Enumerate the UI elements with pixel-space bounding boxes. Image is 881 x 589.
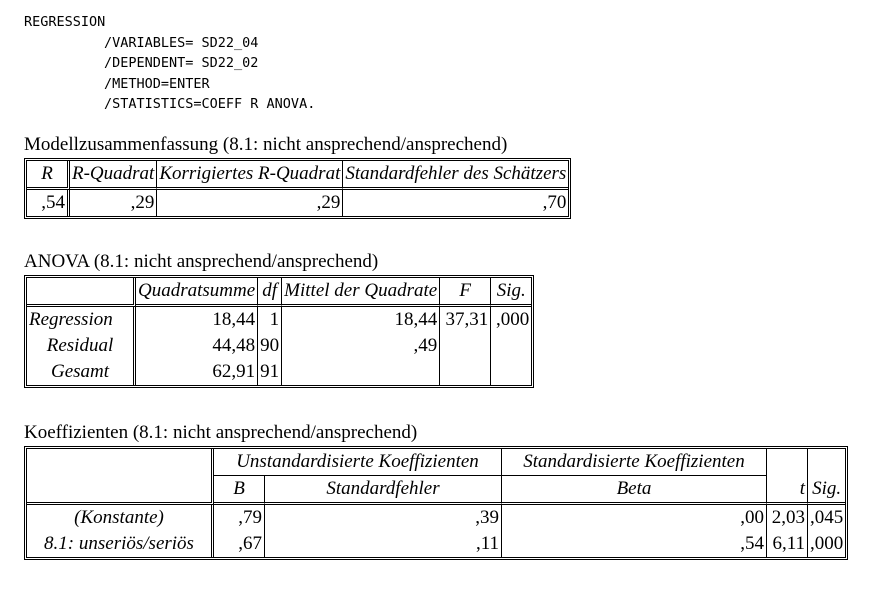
table-cell: 18,44 (282, 307, 440, 333)
row-label: 8.1: unseriös/seriös (27, 531, 214, 557)
header-cell: Beta (502, 476, 767, 505)
syntax-line: /STATISTICS=COEFF R ANOVA. (104, 96, 316, 112)
table-cell: ,29 (157, 190, 343, 216)
row-label: Regression (27, 307, 136, 333)
header-group-unstandardized: Unstandardisierte Koeffizienten (214, 449, 502, 476)
table-cell: ,11 (265, 531, 502, 557)
table-cell: ,79 (214, 505, 265, 531)
table-header-row (27, 449, 845, 476)
header-cell: t (767, 476, 808, 505)
table-cell: ,39 (265, 505, 502, 531)
header-cell: df (258, 278, 282, 307)
anova-title: ANOVA (8.1: nicht ansprechend/ansprechend) (24, 251, 379, 272)
coefficients-title: Koeffizienten (8.1: nicht ansprechend/ansprechend) (24, 422, 418, 443)
header-cell: Sig. (491, 278, 531, 307)
row-label: Residual (27, 333, 136, 359)
header-cell: Standardfehler des Schätzers (343, 161, 568, 190)
table-cell: 37,31 (440, 307, 491, 333)
table-row (27, 531, 845, 557)
header-cell: Mittel der Quadrate (282, 278, 440, 307)
table-row (27, 333, 531, 359)
table-cell: 6,11 (767, 531, 808, 557)
header-cell: Sig. (808, 476, 845, 505)
header-cell (27, 278, 136, 307)
coefficients-table (24, 446, 848, 560)
table-cell: 1 (258, 307, 282, 333)
table-cell (440, 359, 491, 385)
table-cell: ,00 (502, 505, 767, 531)
table-cell: 2,03 (767, 505, 808, 531)
header-cell (767, 449, 808, 476)
table-cell: ,29 (70, 190, 157, 216)
table-header-row (27, 161, 568, 190)
table-cell: ,49 (282, 333, 440, 359)
syntax-line: /VARIABLES= SD22_04 (104, 34, 259, 51)
table-cell: 90 (258, 333, 282, 359)
header-cell: B (214, 476, 265, 505)
table-row (27, 359, 531, 385)
syntax-line: /METHOD=ENTER (104, 75, 210, 92)
syntax-block (24, 12, 315, 115)
table-cell: ,045 (810, 507, 844, 528)
table-cell: ,000 (495, 309, 530, 330)
header-cell (808, 449, 845, 476)
header-cell: Korrigiertes R-Quadrat (157, 161, 343, 190)
header-cell: Standardfehler (265, 476, 502, 505)
header-group-standardized: Standardisierte Koeffizienten (502, 449, 767, 476)
table-row (27, 190, 568, 216)
table-cell: 18,44 (136, 307, 258, 333)
model-summary-table (24, 158, 571, 219)
table-cell (282, 359, 440, 385)
table-cell (491, 359, 531, 385)
syntax-line: /DEPENDENT= SD22_02 (104, 55, 259, 71)
table-cell (491, 333, 531, 359)
header-cell: R (27, 161, 70, 190)
table-cell: ,000 (810, 533, 844, 554)
header-cell: F (440, 278, 491, 307)
model-summary-title: Modellzusammenfassung (8.1: nicht ansprechend/ansprechend) (24, 134, 508, 155)
table-cell: ,70 (542, 192, 567, 213)
anova-table (24, 275, 534, 388)
table-cell: ,54 (502, 531, 767, 557)
table-cell: 91 (258, 359, 282, 385)
table-cell: ,54 (27, 190, 70, 216)
table-cell (440, 333, 491, 359)
row-label: (Konstante) (27, 505, 214, 531)
syntax-line: REGRESSION (24, 14, 106, 30)
header-cell (27, 449, 214, 505)
row-label: Gesamt (27, 359, 136, 385)
table-header-row (27, 278, 531, 307)
table-cell: 44,48 (136, 333, 258, 359)
table-cell: 62,91 (136, 359, 258, 385)
header-cell: R-Quadrat (70, 161, 157, 190)
table-row (27, 505, 845, 531)
table-row (27, 307, 531, 333)
header-cell: Quadratsumme (136, 278, 258, 307)
table-cell: ,67 (214, 531, 265, 557)
